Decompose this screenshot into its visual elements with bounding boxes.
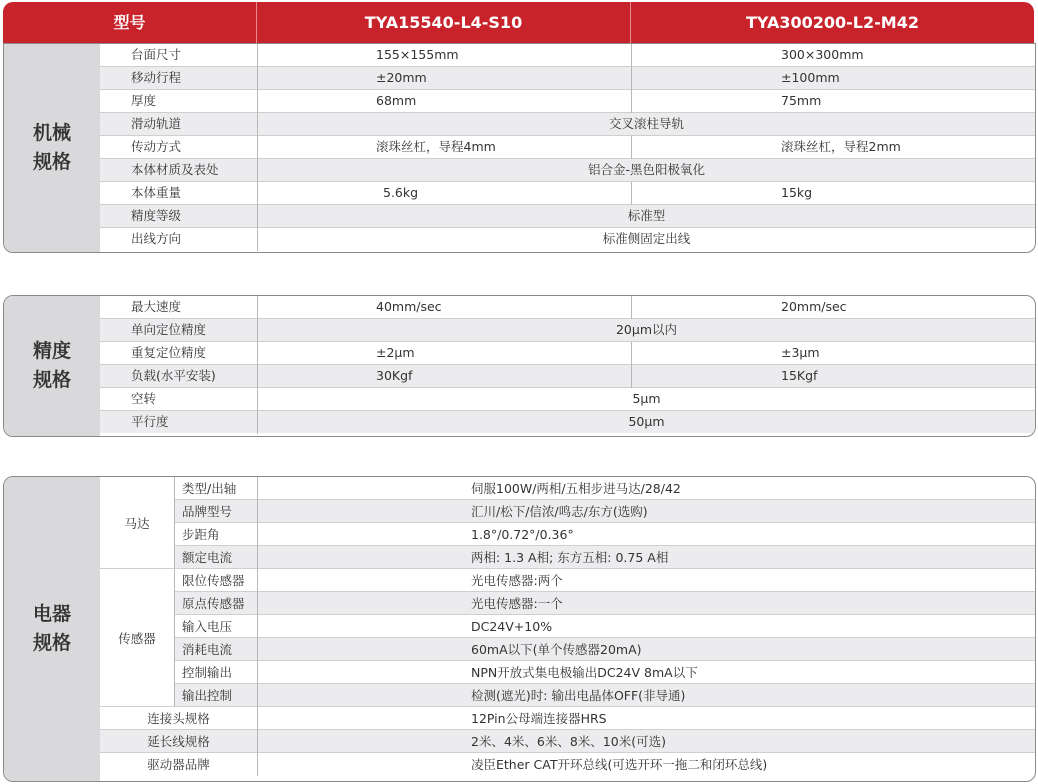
row-label: 原点传感器 xyxy=(182,596,245,611)
table-row xyxy=(100,296,1035,319)
row-value: 12Pin公母端连接器HRS xyxy=(471,711,607,726)
table-row xyxy=(100,411,1035,433)
row-label: 本体重量 xyxy=(131,185,182,200)
table-row xyxy=(175,500,1035,523)
row-value-b: 15Kgf xyxy=(781,368,818,383)
row-label: 空转 xyxy=(131,391,157,406)
table-row xyxy=(175,569,1035,592)
table-row xyxy=(175,615,1035,638)
table-row xyxy=(175,638,1035,661)
table-row xyxy=(175,477,1035,500)
row-label: 滑动轨道 xyxy=(131,116,182,131)
row-label: 负载(水平安装) xyxy=(131,368,216,383)
electrical-section xyxy=(3,476,1036,782)
row-label: 控制输出 xyxy=(182,665,233,680)
row-value-merged: 铝合金-黑色阳极氧化 xyxy=(587,162,705,177)
column-divider xyxy=(257,592,258,615)
column-divider xyxy=(174,477,175,707)
row-label: 限位传感器 xyxy=(182,573,245,588)
row-value: 1.8°/0.72°/0.36° xyxy=(471,527,574,542)
row-value-merged: 20μm以内 xyxy=(615,322,678,337)
table-row xyxy=(100,730,1035,753)
model-a: TYA15540-L4-S10 xyxy=(364,13,523,32)
table-row xyxy=(100,707,1035,730)
row-label: 连接头规格 xyxy=(147,711,210,726)
row-value: 两相: 1.3 A相; 东方五相: 0.75 A相 xyxy=(471,550,669,565)
row-label: 类型/出轴 xyxy=(182,481,237,496)
column-divider xyxy=(631,296,632,319)
column-divider xyxy=(631,365,632,388)
table-row xyxy=(100,44,1035,67)
row-value-a: 5.6kg xyxy=(383,185,419,200)
precision-section xyxy=(3,295,1036,437)
model-b: TYA300200-L2-M42 xyxy=(746,13,919,32)
row-label: 最大速度 xyxy=(131,299,182,314)
row-label: 精度等级 xyxy=(131,208,182,223)
column-divider xyxy=(257,569,258,592)
row-label: 本体材质及表处 xyxy=(131,162,219,177)
row-value-b: 滚珠丝杠，导程2mm xyxy=(781,139,901,154)
column-divider xyxy=(257,546,258,569)
row-value: 光电传感器:两个 xyxy=(471,573,563,588)
table-row xyxy=(175,592,1035,615)
column-divider xyxy=(631,67,632,90)
column-divider xyxy=(257,684,258,707)
column-divider xyxy=(257,500,258,523)
electrical-category: 电器 规格 xyxy=(4,477,100,781)
row-value-b: 20mm/sec xyxy=(781,299,847,314)
column-divider xyxy=(257,753,258,776)
column-divider xyxy=(257,707,258,730)
row-value: NPN开放式集电极输出DC24V 8mA以下 xyxy=(471,665,698,680)
row-label: 步距角 xyxy=(182,527,220,542)
row-value-a: ±20mm xyxy=(376,70,427,85)
row-value: 光电传感器:一个 xyxy=(471,596,563,611)
column-divider xyxy=(257,523,258,546)
row-label: 额定电流 xyxy=(182,550,233,565)
mechanical-section xyxy=(3,43,1036,253)
row-label: 平行度 xyxy=(131,414,169,429)
row-label: 驱动器品牌 xyxy=(147,757,210,772)
row-value-merged: 交叉滚柱导轨 xyxy=(608,116,684,131)
row-value-merged: 标准型 xyxy=(627,208,666,223)
column-divider xyxy=(257,44,258,67)
row-value-a: 40mm/sec xyxy=(376,299,442,314)
row-value: 检测(遮光)时: 输出电晶体OFF(非导通) xyxy=(471,688,686,703)
row-label: 输入电压 xyxy=(182,619,233,634)
row-value-a: 滚珠丝杠，导程4mm xyxy=(376,139,496,154)
row-label: 延长线规格 xyxy=(147,734,210,749)
table-row xyxy=(100,182,1035,205)
table-row xyxy=(100,90,1035,113)
table-row xyxy=(100,388,1035,411)
row-value: DC24V+10% xyxy=(471,619,553,634)
row-value-merged: 5μm xyxy=(632,391,661,406)
column-divider xyxy=(257,638,258,661)
column-divider xyxy=(257,296,258,319)
column-divider xyxy=(257,477,258,500)
table-row xyxy=(100,753,1035,775)
table-row xyxy=(100,342,1035,365)
column-divider xyxy=(631,342,632,365)
table-row xyxy=(175,523,1035,546)
row-value: 凌臣Ether CAT开环总线(可选开环一拖二和闭环总线) xyxy=(471,757,768,772)
row-value-b: 15kg xyxy=(781,185,813,200)
column-divider xyxy=(257,730,258,753)
row-value-merged: 标准侧固定出线 xyxy=(602,231,691,246)
precision-category: 精度 规格 xyxy=(4,296,100,436)
row-label: 厚度 xyxy=(131,93,157,108)
model-label: 型号 xyxy=(113,13,146,32)
column-divider xyxy=(257,615,258,638)
column-divider xyxy=(257,67,258,90)
row-label: 重复定位精度 xyxy=(131,345,207,360)
table-row xyxy=(100,319,1035,342)
row-label: 输出控制 xyxy=(182,688,233,703)
column-divider xyxy=(257,90,258,113)
table-row xyxy=(100,113,1035,136)
row-value-b: 75mm xyxy=(781,93,822,108)
column-divider xyxy=(257,661,258,684)
row-label: 品牌型号 xyxy=(182,504,233,519)
sensor-group-label: 传感器 xyxy=(100,569,174,706)
table-row xyxy=(100,205,1035,228)
column-divider xyxy=(631,182,632,205)
row-value-b: 300×300mm xyxy=(781,47,864,62)
row-label: 单向定位精度 xyxy=(131,322,207,337)
row-value-merged: 50μm xyxy=(628,414,665,429)
column-divider xyxy=(257,136,258,159)
row-label: 移动行程 xyxy=(131,70,182,85)
table-row xyxy=(100,136,1035,159)
table-header xyxy=(3,2,1034,43)
row-label: 台面尺寸 xyxy=(131,47,182,62)
row-value: 伺服100W/两相/五相步进马达/28/42 xyxy=(471,481,681,496)
column-divider xyxy=(631,44,632,67)
row-value: 2米、4米、6米、8米、10米(可选) xyxy=(471,734,666,749)
table-row xyxy=(100,159,1035,182)
row-label: 出线方向 xyxy=(131,231,182,246)
table-row xyxy=(100,228,1035,250)
row-value: 60mA以下(单个传感器20mA) xyxy=(471,642,642,657)
row-value-a: 30Kgf xyxy=(376,368,413,383)
column-divider xyxy=(631,136,632,159)
row-label: 消耗电流 xyxy=(182,642,233,657)
row-value-b: ±3μm xyxy=(781,345,820,360)
column-divider xyxy=(631,90,632,113)
row-value-a: 155×155mm xyxy=(376,47,459,62)
row-value-a: ±2μm xyxy=(376,345,415,360)
table-row xyxy=(100,365,1035,388)
table-row xyxy=(175,546,1035,569)
group-divider xyxy=(100,706,175,707)
mechanical-category: 机械 规格 xyxy=(4,44,100,252)
table-row xyxy=(100,67,1035,90)
motor-group-label: 马达 xyxy=(100,477,174,568)
table-row xyxy=(175,661,1035,684)
column-divider xyxy=(257,182,258,205)
column-divider xyxy=(257,365,258,388)
row-value-a: 68mm xyxy=(376,93,417,108)
row-label: 传动方式 xyxy=(131,139,182,154)
table-row xyxy=(175,684,1035,707)
row-value: 汇川/松下/信浓/鸣志/东方(选购) xyxy=(471,504,648,519)
row-value-b: ±100mm xyxy=(781,70,840,85)
column-divider xyxy=(257,342,258,365)
